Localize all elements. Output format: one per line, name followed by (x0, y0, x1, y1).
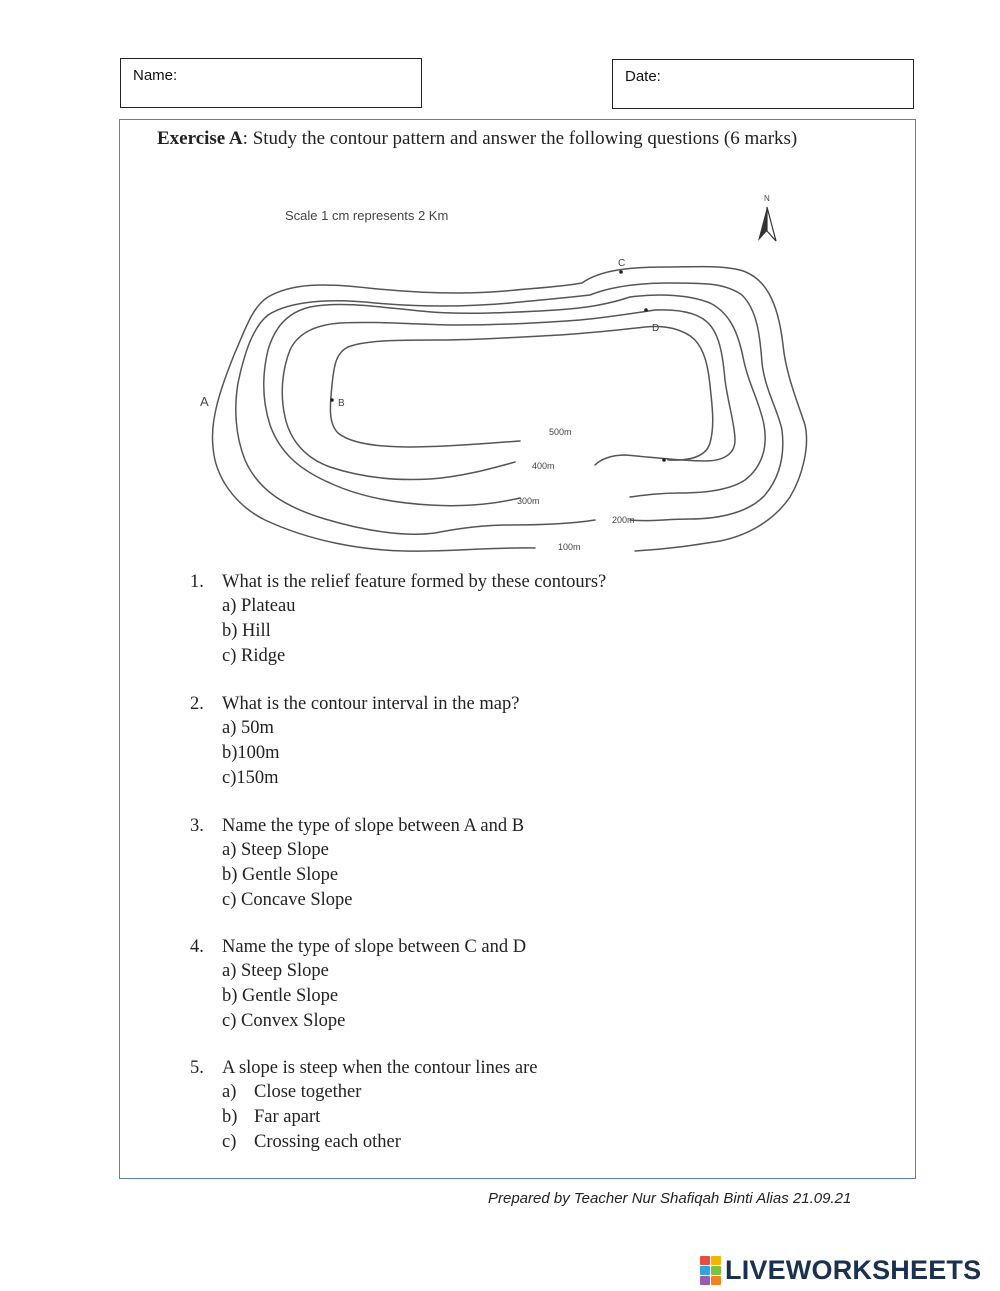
question-1 (190, 570, 606, 669)
option-b[interactable]: b) Hill (222, 621, 271, 641)
option-b[interactable]: b) Gentle Slope (222, 865, 339, 885)
question-4 (190, 935, 526, 1034)
point-b-label: B (338, 398, 345, 409)
contour-label-500m: 500m (549, 427, 572, 437)
option-a[interactable]: a) Steep Slope (222, 961, 329, 981)
question-number: 3. (190, 816, 204, 836)
option-a[interactable]: a) Close together (222, 1082, 362, 1102)
option-a[interactable]: a) Plateau (222, 596, 296, 616)
contour-line-200m (236, 283, 783, 534)
option-b[interactable]: b) Far apart (222, 1107, 321, 1127)
exercise-title (157, 128, 797, 150)
north-arrow-icon (758, 194, 776, 241)
question-text: What is the relief feature formed by these contours? (222, 572, 607, 592)
point-c-label: C (618, 258, 626, 269)
name-label: Name: (133, 67, 178, 84)
name-field[interactable] (120, 58, 422, 108)
date-field[interactable] (612, 59, 914, 109)
question-text: Name the type of slope between C and D (222, 937, 527, 957)
question-number: 2. (190, 694, 204, 714)
question-2 (190, 692, 519, 791)
point-a-label: A (200, 394, 209, 409)
map-scale-text: Scale 1 cm represents 2 Km (285, 208, 449, 223)
question-number: 5. (190, 1058, 204, 1078)
question-number: 4. (190, 937, 204, 957)
footer-credit: Prepared by Teacher Nur Shafiqah Binti Alias 21.09.21 (488, 1190, 852, 1207)
option-c[interactable]: c)150m (222, 768, 279, 788)
question-5 (190, 1056, 537, 1155)
contour-label-400m: 400m (532, 461, 555, 471)
option-b[interactable]: b)100m (222, 743, 280, 763)
exercise-title-bold: Exercise A (157, 128, 243, 149)
date-label: Date: (625, 68, 661, 85)
point-d-label: D (652, 323, 660, 334)
question-text: What is the contour interval in the map? (222, 694, 520, 714)
option-c[interactable]: c) Crossing each other (222, 1132, 401, 1152)
contour-label-100m: 100m (558, 542, 581, 552)
option-c[interactable]: c) Concave Slope (222, 890, 353, 910)
brand-text: LIVEWORKSHEETS (725, 1254, 982, 1285)
option-b[interactable]: b) Gentle Slope (222, 986, 339, 1006)
option-c[interactable]: c) Convex Slope (222, 1011, 346, 1031)
north-label: N (764, 194, 770, 203)
contour-line-500m (330, 327, 712, 461)
contour-label-200m: 200m (612, 515, 635, 525)
option-a[interactable]: a) Steep Slope (222, 840, 329, 860)
exercise-title-rest: : Study the contour pattern and answer the following questions (6 marks) (242, 128, 798, 149)
liveworksheets-logo-icon (700, 1256, 721, 1285)
contour-line-400m (282, 310, 735, 480)
question-number: 1. (190, 572, 204, 592)
option-a[interactable]: a) 50m (222, 718, 274, 738)
liveworksheets-logo[interactable] (700, 1254, 981, 1286)
contour-label-300m: 300m (517, 496, 540, 506)
option-c[interactable]: c) Ridge (222, 646, 286, 666)
question-3 (190, 814, 524, 913)
question-text: A slope is steep when the contour lines are (222, 1058, 538, 1078)
question-text: Name the type of slope between A and B (222, 816, 525, 836)
contour-map (190, 185, 830, 565)
